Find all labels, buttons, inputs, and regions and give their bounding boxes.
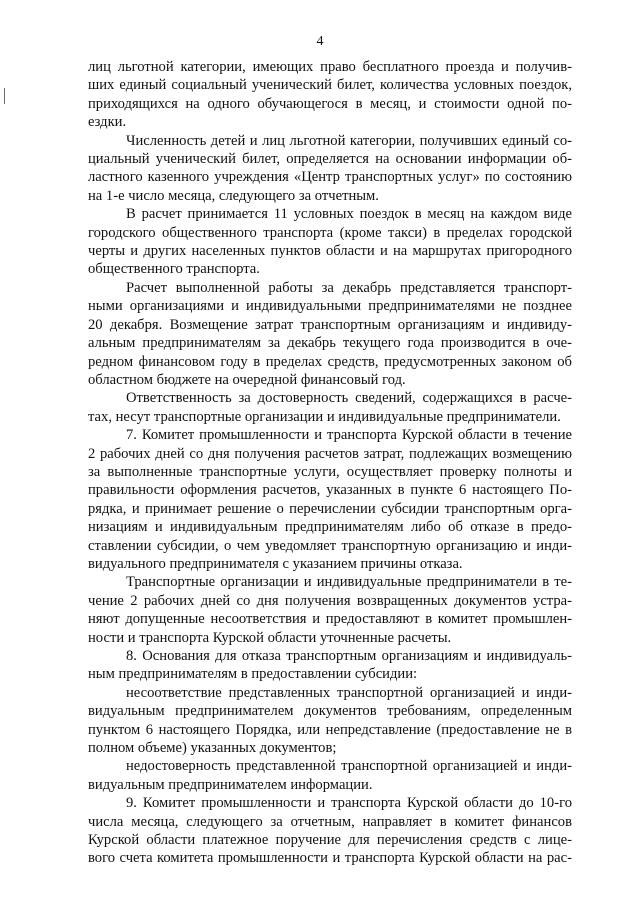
text-line: городского общественного транспорта (кроме такси) в пределах городской	[88, 224, 572, 241]
text-line: редном финансовом году в пределах средств, предусмотренных законом об	[88, 353, 572, 370]
paragraph	[88, 794, 572, 868]
paragraph	[88, 132, 572, 206]
text-line: Численность детей и лиц льготной категории, получивших единый со-	[126, 132, 572, 149]
paragraph	[88, 279, 572, 389]
text-line: черты и других населенных пунктов области и на маршрутах пригородного	[88, 243, 572, 260]
text-line: тах, несут транспортные организации и индивидуальные предприниматели.	[88, 408, 561, 425]
text-line: ших единый социальный ученический билет, количества условных поездок,	[88, 77, 572, 94]
text-line: 20 декабря. Возмещение затрат транспортным организациям и индивиду-	[88, 316, 572, 333]
text-line: 7. Комитет промышленности и транспорта Курской области в течение	[126, 427, 572, 444]
text-line: циальный ученический билет, определяется на основании информации об-	[88, 151, 572, 168]
text-line: видуальным предпринимателем документов требованиям, определенным	[88, 703, 572, 720]
document-body	[88, 58, 572, 868]
text-line: вого счета комитета промышленности и транспорта Курской области на рас-	[88, 850, 572, 867]
text-line: ездки.	[88, 114, 127, 131]
text-line: 9. Комитет промышленности и транспорта Курской области до 10-го	[126, 795, 572, 812]
paragraph	[88, 684, 572, 758]
text-line: альным предпринимателям за декабрь текущего года производится в оче-	[88, 335, 572, 352]
paragraph	[88, 205, 572, 279]
text-line: несоответствие представленных транспортной организацией и инди-	[126, 684, 572, 701]
text-line: чение 2 рабочих дней со дня получения возвращенных документов устра-	[88, 592, 572, 609]
text-line: ности и транспорта Курской области уточненные расчеты.	[88, 629, 452, 646]
text-line: Ответственность за достоверность сведений, содержащихся в расче-	[126, 390, 572, 407]
text-line: Расчет выполненной работы за декабрь представляется транспорт-	[126, 279, 572, 296]
paragraph	[88, 757, 572, 794]
text-line: полном объеме) указанных документов;	[88, 740, 337, 757]
text-line: ставлении субсидии, о чем уведомляет транспортную организацию и инди-	[88, 537, 572, 554]
text-line: Курской области платежное поручение для перечисления средств с лице-	[88, 832, 572, 849]
text-line: ными организациями и индивидуальными предпринимателями не позднее	[88, 298, 572, 315]
text-line: недостоверность представленной транспортной организацией и инди-	[126, 758, 572, 775]
paragraph	[88, 58, 572, 132]
text-line: числа месяца, следующего за отчетным, направляет в комитет финансов	[88, 813, 572, 830]
text-line: ным предпринимателям в предоставлении субсидии:	[88, 666, 418, 683]
text-line: видуальным предпринимателем информации.	[88, 776, 373, 793]
paragraph	[88, 389, 572, 426]
text-line: на 1-е число месяца, следующего за отчетным.	[88, 187, 379, 204]
text-line: приходящихся на одного обучающегося в месяц, и стоимости одной по-	[88, 95, 572, 112]
text-line: за выполненные транспортные услуги, осуществляет проверку полноты и	[88, 463, 572, 480]
text-line: областном бюджете на очередной финансовый год.	[88, 371, 406, 388]
text-line: пунктом 6 настоящего Порядка, или непредставление (предоставление не в	[88, 721, 572, 738]
text-line: В расчет принимается 11 условных поездок в месяц на каждом виде	[126, 206, 572, 223]
text-line: общественного транспорта.	[88, 261, 260, 278]
page-number: 4	[316, 34, 324, 49]
text-line: правильности оформления расчетов, указанных в пункте 6 настоящего По-	[88, 482, 572, 499]
text-line: низациям и индивидуальным предпринимателям либо об отказе в предо-	[88, 519, 572, 536]
text-line: видуального предпринимателя с указанием причины отказа.	[88, 555, 463, 572]
text-line: няют допущенные несоответствия и предоставляют в комитет промышлен-	[88, 611, 572, 628]
text-line: лиц льготной категории, имеющих право бесплатного проезда и получив-	[88, 59, 572, 75]
text-line: 8. Основания для отказа транспортным организациям и индивидуаль-	[126, 648, 572, 664]
text-line: ластного казенного учреждения «Центр транспортных услуг» по состоянию	[88, 169, 572, 186]
paragraph	[88, 573, 572, 647]
paragraph	[88, 426, 572, 573]
text-line: рядка, и принимает решение о перечислении субсидии транспортным орга-	[88, 500, 572, 517]
scan-margin-mark	[4, 88, 5, 104]
text-line: Транспортные организации и индивидуальные предприниматели в те-	[126, 574, 572, 591]
paragraph	[88, 647, 572, 684]
text-line: 2 рабочих дней со дня получения расчетов затрат, подлежащих возмещению	[88, 445, 572, 462]
